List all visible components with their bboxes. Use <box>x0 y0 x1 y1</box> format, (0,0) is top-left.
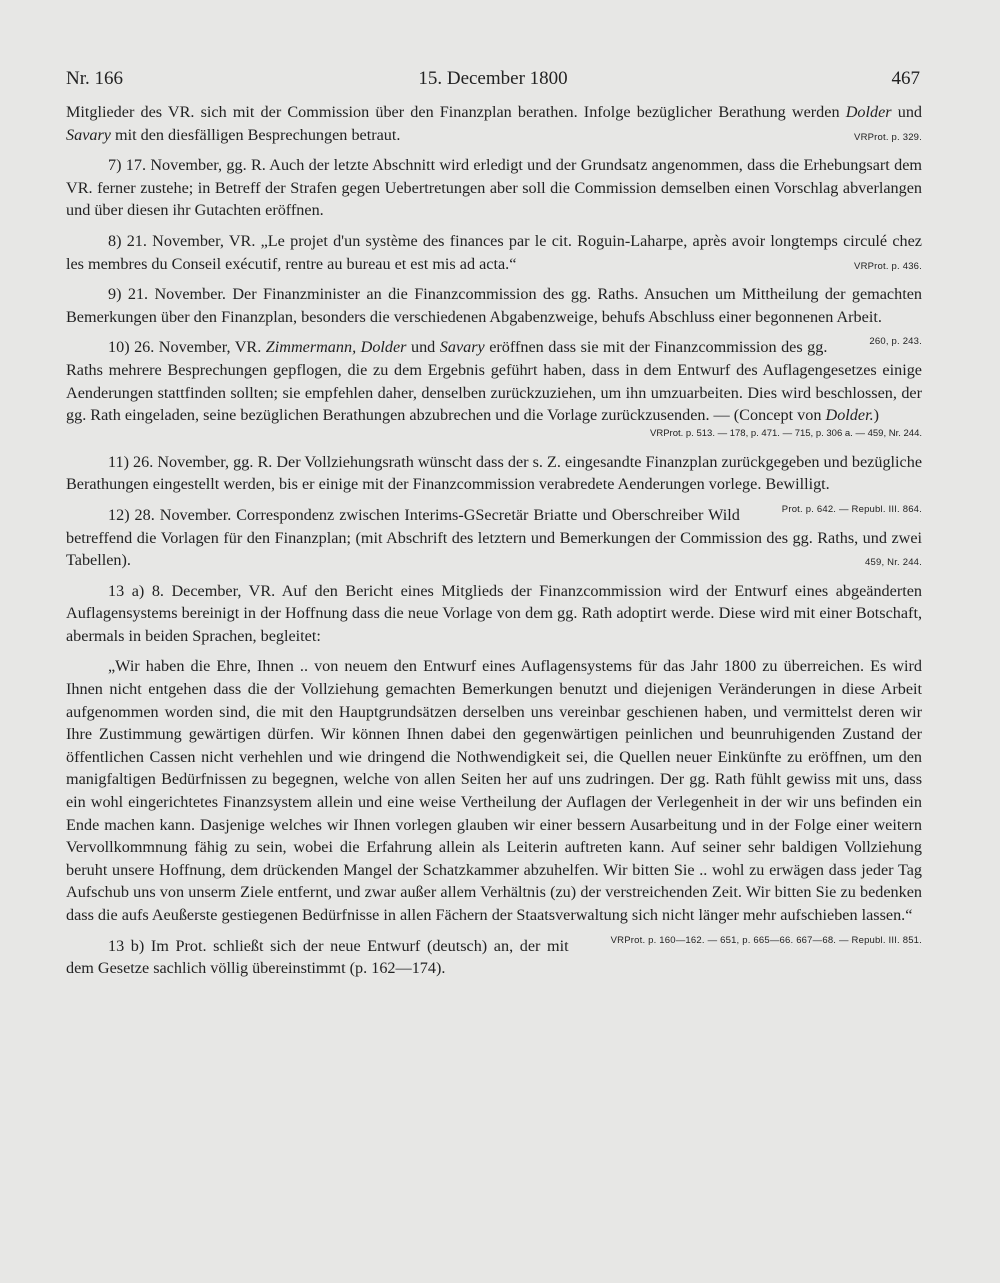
paragraph-text: 10) 26. November, VR. <box>108 338 266 357</box>
source-reference: VRProt. p. 513. — 178, p. 471. — 715, p. 306 a. — 459, Nr. 244. <box>650 427 922 439</box>
source-reference: 260, p. 243. <box>869 336 922 348</box>
quoted-message <box>66 655 922 946</box>
italic-name: Dolder <box>845 103 892 121</box>
source-reference: VRProt. p. 160—162. — 651, p. 665—66. 667—68. — Republ. III. 851. <box>610 934 922 946</box>
paragraph-text: Mitglieder des VR. sich mit der Commission über den Finanzplan berathen. Infolge bezüglicher Berathung werden <box>66 103 840 121</box>
source-reference: VRProt. p. 329. <box>854 131 922 143</box>
italic-name: Savary <box>439 338 485 357</box>
paragraph-text: 13 b) Im Prot. schließt sich der neue Entwurf (deutsch) an, der mit dem Gesetze sachlich völlig übereinstimmt (p. 162—174). <box>66 936 569 978</box>
paragraph-11 <box>66 451 922 515</box>
paragraph-text: und <box>406 338 440 357</box>
paragraph-text: 13 a) 8. December, VR. Auf den Bericht eines Mitglieds der Finanzcommission wird der Entwurf eines abgeänderten Auflagensystems bereinigt in der Hoffnung dass die neue Vorlage von dem gg. Rath adoptirt werde. Diese wird mit einer Botschaft, abermals in beiden Sprachen, begleitet: <box>66 581 922 645</box>
source-reference: VRProt. p. 436. <box>854 260 922 272</box>
paragraph-text: 9) 21. November. Der Finanzminister an die Finanzcommission des gg. Raths. Ansuchen um Mittheilung der gemachten Bemerkungen über den Finanzplan, besonders die verschiedenen Abgabenzweige, behufs Abschluss einer begonnenen Arbeit. <box>66 285 922 326</box>
page-header <box>66 68 920 92</box>
paragraph-text: „Wir haben die Ehre, Ihnen .. von neuem den Entwurf eines Auflagensystems für das Jahr 1800 zu überreichen. Es wird Ihnen nicht entgehen dass die der Vollziehung gemachten Bemerkungen benutzt und diejenigen Veränderungen in diese Arbeit aufgenommen worden sind, die mit den Hauptgrundsätzen derselben uns vereinbar geschienen haben, und vermittelst deren wir Ihre Zustimmung gewärtigen dürfen. Wir können Ihnen dabei den gegenwärtigen peinlichen und beunruhigenden Zustand der öffentlichen Cassen nicht verhehlen und wie dringend die Nothwendigkeit sei, die Quellen neuer Einkünfte zu eröffnen, um den manigfaltigen Bedürfnissen zu begegnen, welche von allen Seiten her auf uns zudringen. Der gg. Rath fühlt gewiss mit uns, dass ein wohl eingerichtetes Finanzsystem allein und eine weise Vertheilung der Auflagen der Verlegenheit in der wir uns befinden ein Ende machen kann. Dasjenige welches wir Ihnen vorlegen glauben wir einer bessern Ausarbeitung und in der Folge einer weitern Vervollkommnung fähig zu sein, wobei die Erfahrung allein als Leiterin auftreten kann. Auf seiner sehr baldigen Vollziehung beruht unsere Hoffnung, dem drückenden Mangel der Schatzkammer abzuhelfen. Wir bitten Sie .. wohl zu erwägen dass jeder Tag Aufschub uns von unserm Ziele entfernt, und zwar außer allem Verhältnis (zu) der verstreichenden Zeit. Wir bitten Sie zu bedenken dass die aufs Aeußerste gestiegenen Bedürfnisse in allen Fächern der Staatsverwaltung sich nicht länger mehr aufschieben lassen.“ <box>66 657 922 924</box>
paragraph-10 <box>66 336 922 426</box>
paragraph-8 <box>66 230 922 275</box>
paragraph-7 <box>66 154 922 222</box>
paragraph-text: 8) 21. November, VR. „Le projet d'un système des finances par le cit. Roguin-Laharpe, après avoir longtemps circulé chez les membres du Conseil exécutif, rentre au bureau et est mis ad acta.“ <box>66 231 922 273</box>
source-reference: Prot. p. 642. — Republ. III. 864. <box>781 503 922 515</box>
paragraph-text: eröffnen dass sie mit der Finanzcommission des gg. Raths mehrere Besprechungen gepflogen, die zu dem Ergebnis geführt haben, dass in dem Entwurf des Auflagengesetzes einige Aenderungen stattfinden sollten; sie empfehlen daher, denselben zurückzuziehen, um ihn umzuarbeiten. Dies wird beschlossen, der gg. Rath eingeladen, seine bezüglichen Berathungen abzubrechen und die Vorlage zurückzusenden. — (Concept von <box>66 338 922 425</box>
paragraph-text: 11) 26. November, gg. R. Der Vollziehungsrath wünscht dass der s. Z. eingesandte Finanzplan zurückgegeben und bezügliche Berathungen eingestellt werden, bis er einige mit der Finanzcommission verabredete Aenderungen vorlege. Bewilligt. <box>66 452 922 494</box>
paragraph-text: 12) 28. November. Correspondenz zwischen Interims-GSecretär Briatte und Oberschreiber Wild betreffend die Vorlagen für den Finanzplan; (mit Abschrift des letztern und Bemerkungen der Commission des gg. Raths, und zwei Tabellen). <box>66 505 922 570</box>
page-date: 15. December 1800 <box>418 68 568 89</box>
source-reference: 459, Nr. 244. <box>865 557 922 569</box>
paragraph-continuation <box>66 101 922 146</box>
paragraph-text: ) <box>873 406 880 425</box>
italic-name: Savary <box>66 125 111 144</box>
paragraph-13a <box>66 580 922 648</box>
italic-name: Dolder. <box>825 406 874 425</box>
paragraph-text: und <box>891 103 923 121</box>
italic-name: Zimmermann, Dolder <box>265 338 407 357</box>
paragraph-text: mit den diesfälligen Besprechungen betraut. <box>110 125 401 144</box>
document-number: Nr. 166 <box>66 68 123 89</box>
page-number: 467 <box>891 68 920 89</box>
paragraph-text: 7) 17. November, gg. R. Auch der letzte Abschnitt wird erledigt und der Grundsatz angenommen, dass die Erhebungsart dem VR. ferner zustehe; in Betreff der Strafen gegen Uebertretungen aber soll die Commission demselben einen Vorschlag abverlangen und über diesen ihr Gutachten eröffnen. <box>66 156 922 220</box>
page-body <box>66 101 922 988</box>
